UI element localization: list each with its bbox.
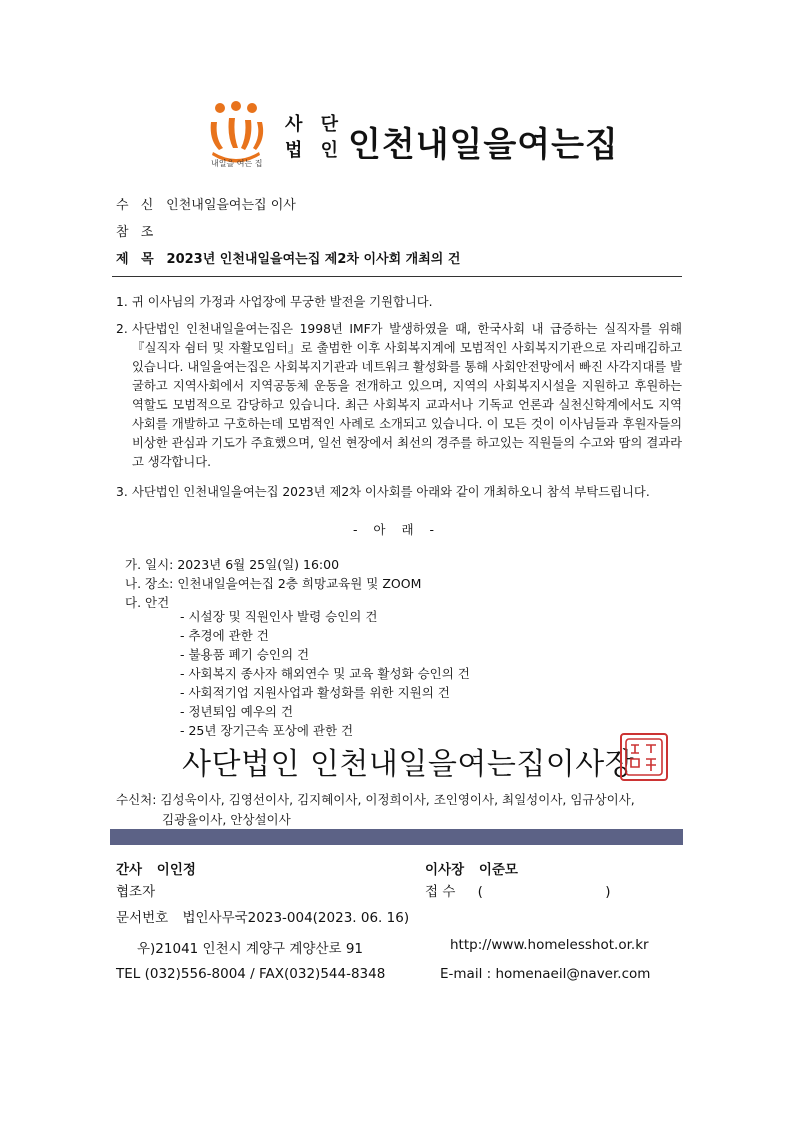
organization-logo [205,100,267,172]
doc-number [116,906,409,926]
cc-label: 참 조 [116,225,158,240]
receipt-close: ) [605,884,611,900]
agenda-item: - 사회적기업 지원사업과 활성화를 위한 지원의 건 [180,685,450,700]
org-type-line1: 사 단 [285,114,345,135]
recipients-label: 수신처: [116,792,157,807]
receipt-label: 접 수 [425,884,456,900]
cc-row [116,221,162,240]
clerk-label: 간사 [116,862,143,878]
recipients-line1: 김성욱이사, 김영선이사, 김지혜이사, 이정희이사, 조인영이사, 최일성이사, 임규상이사, [160,792,635,807]
org-type [285,112,344,164]
paragraph-text: 귀 이사님의 가정과 사업장에 무궁한 발전을 기원합니다. [132,295,433,309]
email-link[interactable]: E-mail : homenaeil@naver.com [440,966,651,982]
to-value: 인천내일을여는집 이사 [166,198,296,213]
official-seal-icon [620,733,668,781]
to-label: 수 신 [116,198,158,213]
subject-row [116,248,460,267]
org-name: 인천내일을여는집 [348,125,619,165]
subject-value: 2023년 인천내일을여는집 제2차 이사회 개최의 건 [166,252,461,267]
logo-caption: 내일을 여는 집 [211,159,263,168]
receipt-open: ( [477,884,483,900]
item-date: 가. 일시: 2023년 6월 25일(일) 16:00 [125,557,340,572]
paragraph-text: 사단법인 인천내일을여는집 2023년 제2차 이사회를 아래와 같이 개최하오니 참석 부탁드립니다. [132,485,650,499]
receipt [425,880,611,900]
agenda-item: - 불용품 폐기 승인의 건 [180,647,310,662]
cooperator-label: 협조자 [116,884,156,900]
address: 우)21041 인천시 계양구 계양산로 91 [137,941,364,957]
paragraph-3 [116,483,682,502]
agenda-item: - 시설장 및 직원인사 발령 승인의 건 [180,609,378,624]
agenda-item: - 사회복지 종사자 해외연수 및 교육 활성화 승인의 건 [180,666,470,681]
agenda-item: - 25년 장기근속 포상에 관한 건 [180,723,354,738]
chair-name: 이준모 [478,862,518,878]
signature: 사단법인 인천내일을여는집이사장 [182,747,635,782]
recipients [116,790,686,830]
to-row [116,194,296,213]
paragraph-2 [116,320,682,472]
phone-fax: TEL (032)556-8004 / FAX(032)544-8348 [116,966,386,982]
subject-label: 제 목 [116,252,158,267]
item-agenda-heading: 다. 안건 [125,595,170,610]
doc-number-label: 문서번호 [116,910,169,926]
paragraph-number: 1. [116,295,128,309]
below-heading: - 아 래 - [352,522,441,537]
chair [425,858,518,878]
item-place: 나. 장소: 인천내일을여는집 2층 희망교육원 및 ZOOM [125,576,422,591]
paragraph-text: 사단법인 인천내일을여는집은 1998년 IMF가 발생하였을 때, 한국사회 내 급증하는 실직자를 위해 『실직자 쉼터 및 자활모임터』로 출범한 이후 사회복지계에 모범적인 사회복지기관으로 자리매김하고 있습니다. 내일을여는집은 사회복지기관과 네트워크 활성화를 통해 사회안전망에서 빠진 사각지대를 발굴하고 지역사회에서 지역공동체 운동을 전개하고 있으며, 지역의 사회복지시설을 지원하고 후원하는 역할도 모범적으로 감당하고 있습니다. 최근 사회복지 교과서나 기독교 언론과 실천신학계에서도 지역사회를 개발하고 구호하는데 모범적인 사례로 소개되고 있습니다. 이 모든 것이 이사님들과 후원자들의 비상한 관심과 기도가 주효했으며, 일선 현장에서 최선의 경주를 하고있는 직원들의 수고와 땀의 결과라고 생각합니다. [132,322,682,469]
website-link[interactable]: http://www.homelesshot.or.kr [450,937,649,953]
agenda-list [180,607,470,740]
chair-label: 이사장 [425,862,465,878]
agenda-item: - 정년퇴임 예우의 건 [180,704,294,719]
footer-bar [110,829,683,845]
clerk [116,858,196,878]
agenda-item: - 추경에 관한 건 [180,628,269,643]
recipients-line2: 김광율이사, 안상설이사 [162,812,291,827]
doc-number-value: 법인사무국2023-004(2023. 06. 16) [182,910,410,926]
paragraph-number: 2. [116,322,128,336]
paragraph-1 [116,293,682,312]
paragraph-number: 3. [116,485,128,499]
clerk-name: 이인정 [156,862,196,878]
org-type-line2: 법 인 [285,140,345,161]
divider [112,276,682,277]
